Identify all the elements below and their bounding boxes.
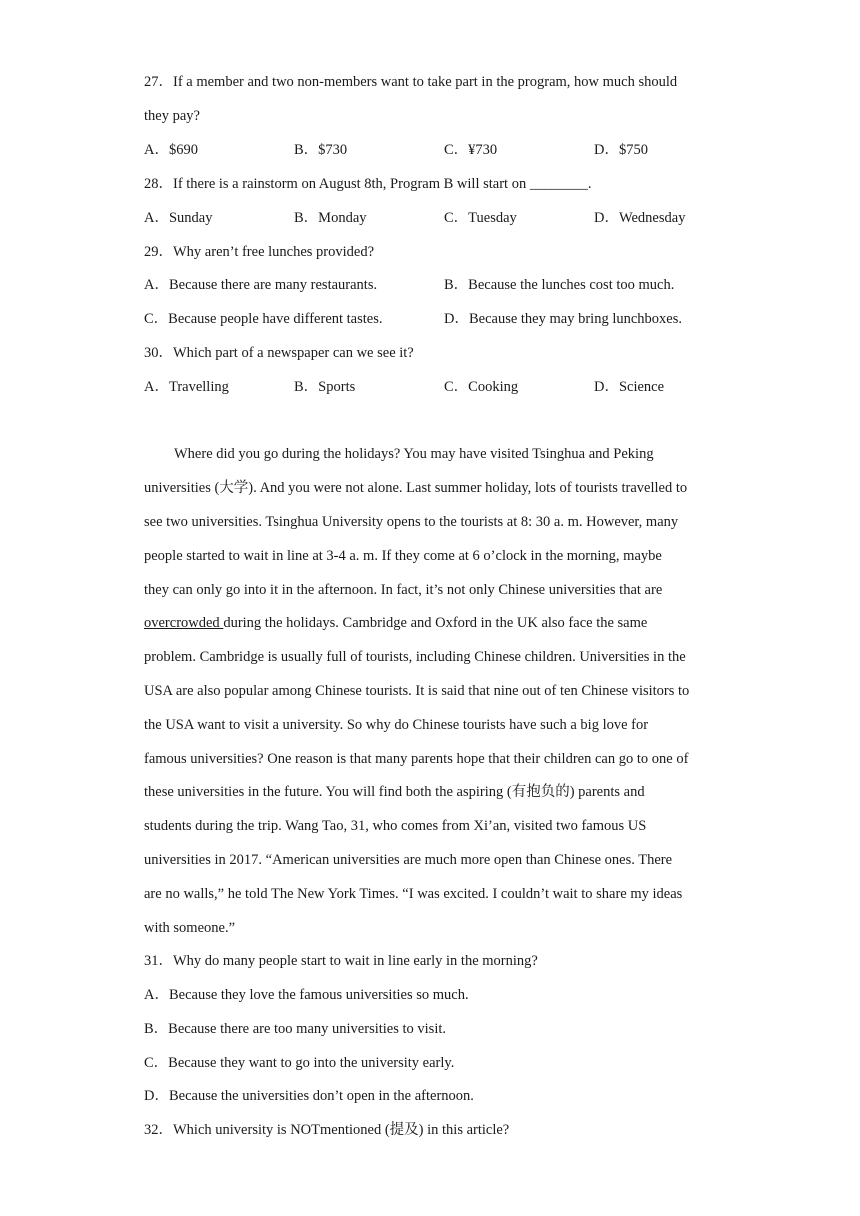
underlined-word: overcrowded bbox=[144, 615, 224, 631]
passage-line: students during the trip. Wang Tao, 31, who comes from Xi’an, visited two famous US bbox=[144, 818, 647, 834]
q30-option-b[interactable]: B．Sports bbox=[294, 379, 356, 395]
q30-option-c[interactable]: C．Cooking bbox=[444, 379, 519, 395]
q31-option-a[interactable]: A．Because they love the famous universities so much. bbox=[144, 987, 469, 1003]
q28-option-c[interactable]: C．Tuesday bbox=[444, 210, 517, 226]
q29-option-d[interactable]: D．Because they may bring lunchboxes. bbox=[444, 311, 682, 327]
passage-line: universities in 2017. “American universities are much more open than Chinese ones. There bbox=[144, 852, 673, 868]
q27-option-d[interactable]: D．$750 bbox=[594, 142, 648, 158]
q30-option-a[interactable]: A．Travelling bbox=[144, 379, 229, 395]
passage-line: are no walls,” he told The New York Times. “I was excited. I couldn’t wait to share my ideas bbox=[144, 886, 683, 902]
q28-option-a[interactable]: A．Sunday bbox=[144, 210, 213, 226]
passage-line-rest: during the holidays. Cambridge and Oxford in the UK also face the same bbox=[223, 615, 648, 631]
passage-line: they can only go into it in the afternoon. In fact, it’s not only Chinese universities that are bbox=[144, 582, 663, 598]
q31-option-b[interactable]: B．Because there are too many universities to visit. bbox=[144, 1021, 447, 1037]
q29-stem: 29．Why aren’t free lunches provided? bbox=[144, 244, 375, 260]
q30-stem: 30．Which part of a newspaper can we see it? bbox=[144, 345, 414, 361]
passage-line: people started to wait in line at 3-4 a. m. If they come at 6 o’clock in the morning, maybe bbox=[144, 548, 662, 564]
passage-line: see two universities. Tsinghua University opens to the tourists at 8: 30 a. m. However, many bbox=[144, 514, 679, 530]
q27-stem-line2: they pay? bbox=[144, 108, 200, 124]
q27-stem-line1: 27．If a member and two non-members want to take part in the program, how much should bbox=[144, 74, 678, 90]
q27-option-c[interactable]: C．¥730 bbox=[444, 142, 498, 158]
passage-line: problem. Cambridge is usually full of tourists, including Chinese children. Universities in the bbox=[144, 649, 686, 665]
q29-option-c[interactable]: C．Because people have different tastes. bbox=[144, 311, 383, 327]
q28-option-d[interactable]: D．Wednesday bbox=[594, 210, 686, 226]
q31-option-d[interactable]: D．Because the universities don’t open in the afternoon. bbox=[144, 1088, 474, 1104]
q28-stem: 28．If there is a rainstorm on August 8th, Program B will start on ________. bbox=[144, 176, 592, 192]
q31-option-c[interactable]: C．Because they want to go into the university early. bbox=[144, 1055, 455, 1071]
q30-option-d[interactable]: D．Science bbox=[594, 379, 665, 395]
passage-line: with someone.” bbox=[144, 920, 236, 936]
passage-line: Where did you go during the holidays? You may have visited Tsinghua and Peking bbox=[174, 446, 654, 462]
q31-stem: 31．Why do many people start to wait in line early in the morning? bbox=[144, 953, 538, 969]
q27-option-b[interactable]: B．$730 bbox=[294, 142, 348, 158]
q29-option-a[interactable]: A．Because there are many restaurants. bbox=[144, 277, 378, 293]
q32-stem: 32．Which university is NOTmentioned (提及) in this article? bbox=[144, 1122, 510, 1138]
passage-line: the USA want to visit a university. So why do Chinese tourists have such a big love for bbox=[144, 717, 649, 733]
passage-line: USA are also popular among Chinese tourists. It is said that nine out of ten Chinese visitors to bbox=[144, 683, 690, 699]
passage-line bbox=[144, 613, 647, 633]
passage-line: famous universities? One reason is that many parents hope that their children can go to one of bbox=[144, 751, 689, 767]
passage-line: these universities in the future. You will find both the aspiring (有抱负的) parents and bbox=[144, 784, 645, 800]
q28-option-b[interactable]: B．Monday bbox=[294, 210, 367, 226]
q29-option-b[interactable]: B．Because the lunches cost too much. bbox=[444, 277, 675, 293]
passage-line: universities (大学). And you were not alone. Last summer holiday, lots of tourists travelled to bbox=[144, 480, 688, 496]
q27-option-a[interactable]: A．$690 bbox=[144, 142, 198, 158]
